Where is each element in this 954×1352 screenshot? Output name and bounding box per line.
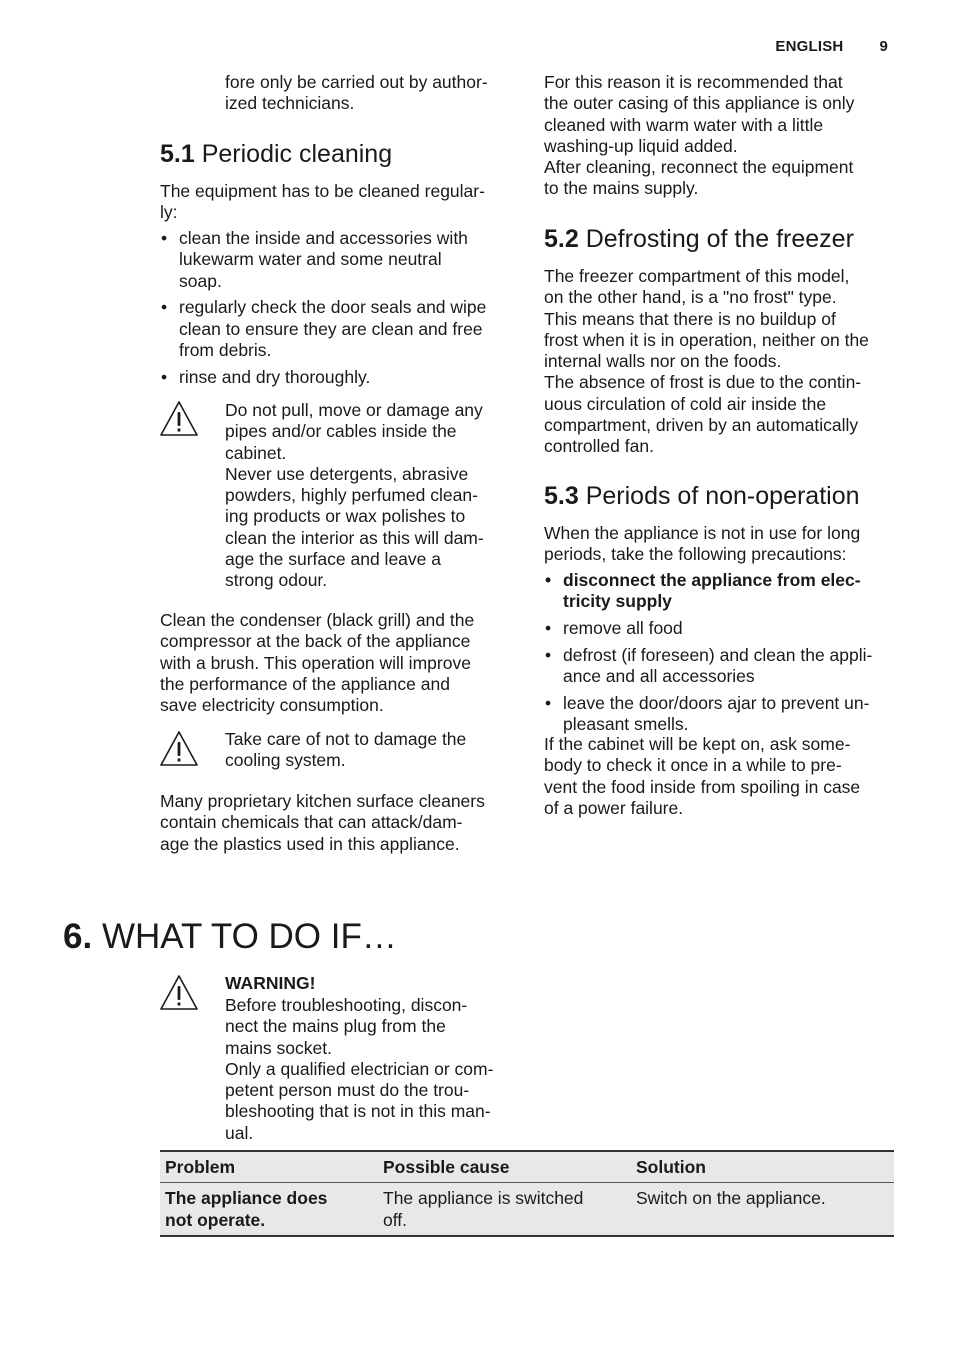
section-5-3-title: Periods of non-operation	[585, 482, 860, 510]
section-5-3-paragraph: When the appliance is not in use for long periods, take the following precautions:	[544, 523, 861, 565]
warning-triangle-icon	[159, 730, 199, 767]
troubleshooting-table	[160, 1150, 894, 1237]
cell-solution: Switch on the appliance.	[631, 1183, 894, 1236]
page-number: 9	[879, 38, 888, 55]
section-6-title: WHAT TO DO IF…	[101, 917, 397, 956]
section-5-3-number: 5.3	[544, 482, 579, 510]
section-6-heading	[63, 917, 397, 957]
cell-problem: The appliance does not operate.	[160, 1183, 378, 1236]
section-5-2-heading	[544, 224, 854, 254]
page-header	[775, 38, 888, 55]
left-intro-text: fore only be carried out by author- ized technicians.	[225, 72, 488, 114]
list-item: • leave the door/doors ajar to prevent un- pleasant smells.	[544, 693, 904, 736]
condenser-paragraph: Clean the condenser (black grill) and the compressor at the back of the appliance with a brush. This operation will improve the performance of the appliance and save electricity consumption.	[160, 610, 475, 716]
cleaning-bullet-list	[160, 228, 520, 394]
list-item: • defrost (if foreseen) and clean the appli- ance and all accessories	[544, 645, 904, 688]
warning-triangle-icon	[159, 974, 199, 1011]
section-5-2-paragraph: The freezer compartment of this model, on the other hand, is a "no frost" type. This means that there is no buildup of frost when it is in operation, neither on the internal walls nor on the foods. The absence of frost is due to the contin- uous circulation of cold air inside the compartment, driven by an automatically controlled fan.	[544, 266, 869, 457]
section-6-number: 6.	[63, 917, 93, 956]
header-language: ENGLISH	[775, 38, 844, 55]
cell-possible-cause: The appliance is switched off.	[378, 1183, 631, 1236]
section-5-1-heading	[160, 139, 392, 169]
section-5-1-number: 5.1	[160, 140, 195, 168]
warning-label: WARNING!	[225, 973, 316, 993]
warning-cleaning-text: Do not pull, move or damage any pipes and/or cables inside the cabinet. Never use detergents, abrasive powders, highly perfumed clean- ing products or wax polishes to clean the interior as this will dam- age the surface and leave a strong odour.	[225, 400, 484, 591]
list-item: • disconnect the appliance from elec- tricity supply	[544, 570, 904, 613]
column-header-problem: Problem	[160, 1151, 378, 1183]
table-row	[160, 1183, 894, 1236]
warning-triangle-icon	[159, 400, 199, 437]
section-5-2-number: 5.2	[544, 225, 579, 253]
list-item: • regularly check the door seals and wipe clean to ensure they are clean and free from debris.	[160, 297, 520, 361]
cleaners-paragraph: Many proprietary kitchen surface cleaners contain chemicals that can attack/dam- age the plastics used in this appliance.	[160, 791, 485, 854]
section-5-1-paragraph: The equipment has to be cleaned regular- ly:	[160, 181, 485, 223]
section-5-1-title: Periodic cleaning	[201, 140, 393, 168]
non-operation-bullet-list	[544, 570, 904, 741]
section-5-3-heading	[544, 481, 860, 511]
list-item: • clean the inside and accessories with lukewarm water and some neutral soap.	[160, 228, 520, 292]
list-item: • remove all food	[544, 618, 904, 639]
table-header-row	[160, 1151, 894, 1183]
section-5-2-title: Defrosting of the freezer	[585, 225, 854, 253]
warning-cooling-text: Take care of not to damage the cooling system.	[225, 729, 467, 771]
right-intro-text: For this reason it is recommended that the outer casing of this appliance is only cleaned with warm water with a little washing-up liquid added. After cleaning, reconnect the equipment to the mains supply.	[544, 72, 855, 199]
section-5-3-closing: If the cabinet will be kept on, ask some- body to check it once in a while to pre- vent the food inside from spoiling in case of a power failure.	[544, 734, 861, 818]
column-header-possible-cause: Possible cause	[378, 1151, 631, 1183]
column-header-solution: Solution	[631, 1151, 894, 1183]
warning-troubleshooting-text: Before troubleshooting, discon- nect the mains plug from the mains socket. Only a qualified electrician or com- petent person must do the trou- bleshooting that is not in this man- ual.	[225, 995, 494, 1143]
list-item: • rinse and dry thoroughly.	[160, 367, 520, 388]
